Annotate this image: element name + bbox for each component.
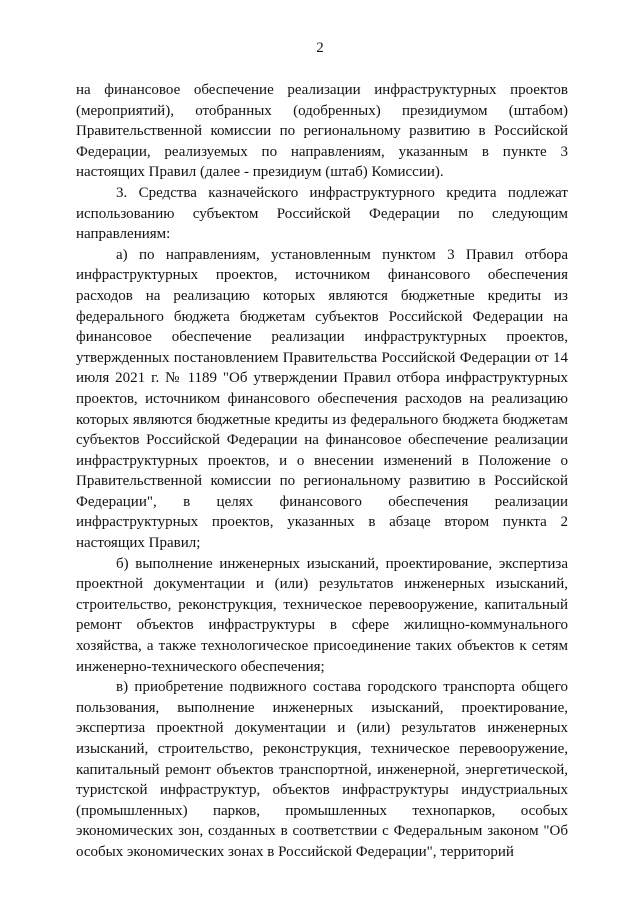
paragraph-subitem-b: б) выполнение инженерных изысканий, проектирование, экспертиза проектной документации и (или) результатов инженерных изысканий, строительство, реконструкция, техническое перевооружение, капитальный ремонт объектов инфраструктуры в сфере жилищно-коммунального хозяйства, а также технологическое присоединение таких объектов к сетям инженерно-технического обеспечения;: [76, 555, 568, 675]
page-number: 2: [316, 40, 324, 56]
paragraph-continuation: на финансовое обеспечение реализации инфраструктурных проектов (мероприятий), отобранных (одобренных) президиумом (штабом) Правительственной комиссии по региональному развитию в Российской Федерации, реализуемых по направлениям, указанным в пункте 3 настоящих Правил (далее - президиум (штаб) Комиссии).: [76, 82, 568, 181]
document-body: [76, 80, 568, 863]
paragraph-item-3: 3. Средства казначейского инфраструктурного кредита подлежат использованию субъектом Российской Федерации по следующим направлениям:: [76, 184, 568, 243]
paragraph-subitem-a: а) по направлениям, установленным пунктом 3 Правил отбора инфраструктурных проектов, источником финансового обеспечения расходов на реализацию которых являются бюджетные кредиты из федерального бюджета бюджетам субъектов Российской Федерации на финансовое обеспечение реализации инфраструктурных проектов, утвержденных постановлением Правительства Российской Федерации от 14 июля 2021 г. № 1189 "Об утверждении Правил отбора инфраструктурных проектов, источником финансового обеспечения расходов на реализацию которых являются бюджетные кредиты из федерального бюджета бюджетам субъектов Российской Федерации на финансовое обеспечение реализации инфраструктурных проектов, и о внесении изменений в Положение о Правительственной комиссии по региональному развитию в Российской Федерации", в целях финансового обеспечения реализации инфраструктурных проектов, указанных в абзаце втором пункта 2 настоящих Правил;: [76, 246, 568, 552]
paragraph-subitem-v: в) приобретение подвижного состава городского транспорта общего пользования, выполнение инженерных изысканий, проектирование, экспертиза проектной документации и (или) результатов инженерных изысканий, строительство, реконструкция, техническое перевооружение, капитальный ремонт объектов транспортной, инженерной, энергетической, туристской инфраструктур, объектов инфраструктуры индустриальных (промышленных) парков, промышленных технопарков, особых экономических зон, созданных в соответствии с Федеральным законом "Об особых экономических зонах в Российской Федерации", территорий: [76, 679, 568, 860]
